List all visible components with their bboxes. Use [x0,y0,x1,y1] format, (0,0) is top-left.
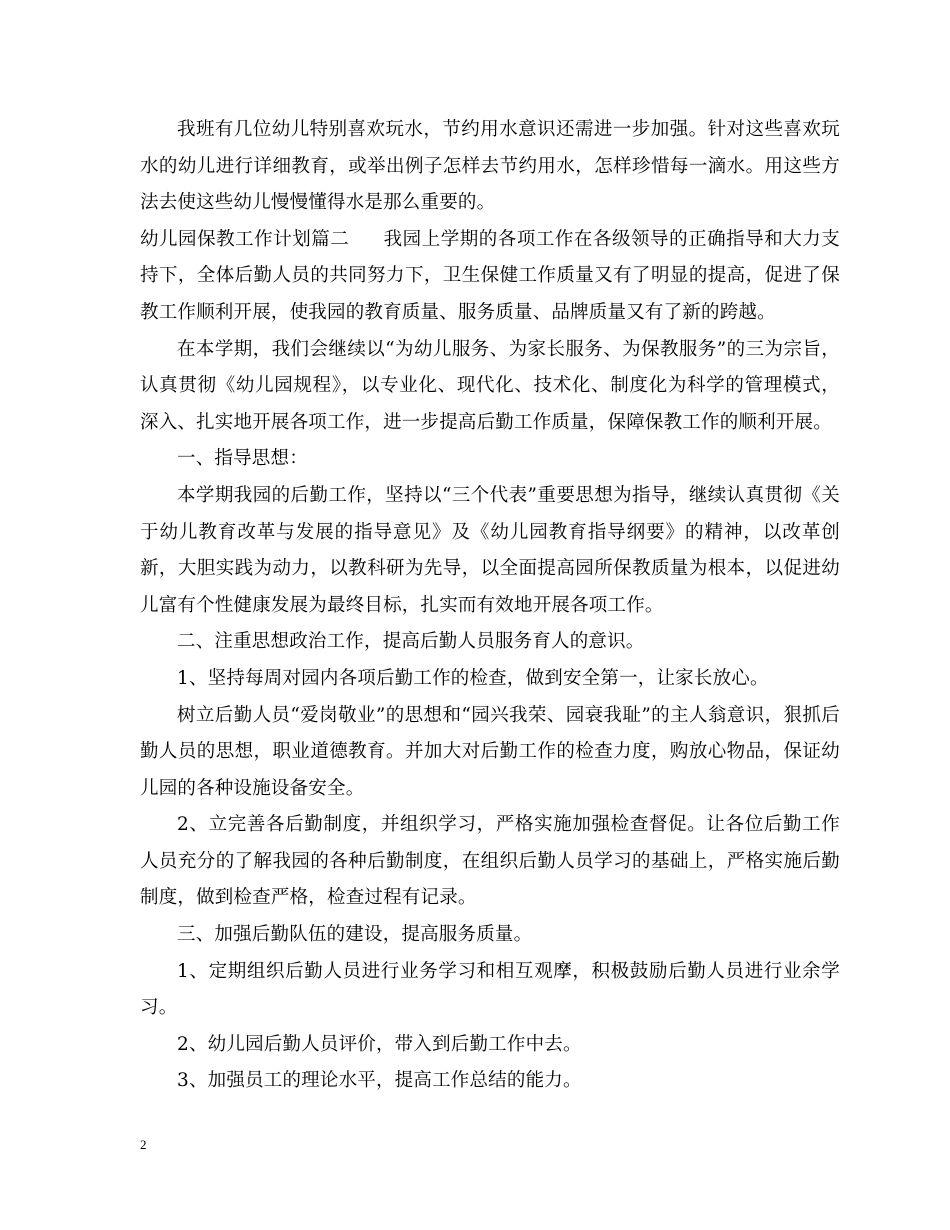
item-business-study: 1、定期组织后勤人员进行业务学习和相互观摩，积极鼓励后勤人员进行业余学习。 [140,960,840,1019]
paragraph-plan-two [140,222,840,332]
paragraph-staff-attitude: 树立后勤人员“爱岗敬业”的思想和“园兴我荣、园衰我耻”的主人翁意识，狠抓后勤人员的思想，职业道德教育。并加大对后勤工作的检查力度，购放心物品，保证幼儿园的各种设施设备安全。 [140,704,840,799]
item-theory-level: 3、加强员工的理论水平，提高工作总结的能力。 [177,1070,582,1092]
item-logistics-system: 2、立完善各后勤制度，并组织学习，严格实施加强检查督促。让各位后勤工作人员充分的了解我园的各种后勤制度，在组织后勤人员学习的基础上，严格实施后勤制度，做到检查严格，检查过程有记录。 [140,814,840,909]
heading-guiding-thought: 一、指导思想： [177,448,308,470]
paragraph-plan-two-text: 我园上学期的各项工作在各级领导的正确指导和大力支持下，全体后勤人员的共同努力下，卫生保健工作质量又有了明显的提高，促进了保教工作顺利开展，使我园的教育质量、服务质量、品牌质量又有了新的跨越。 [140,228,840,323]
paragraph-semester-goals: 在本学期，我们会继续以“为幼儿服务、为家长服务、为保教服务”的三为宗旨，认真贯彻《幼儿园规程》，以专业化、现代化、技术化、制度化为科学的管理模式，深入、扎实地开展各项工作，进一步提高后勤工作质量，保障保教工作的顺利开展。 [140,338,840,433]
paragraph-guiding-thought: 本学期我园的后勤工作，坚持以“三个代表”重要思想为指导，继续认真贯彻《关于幼儿教育改革与发展的指导意见》及《幼儿园教育指导纲要》的精神，以改革创新，大胆实践为动力，以教科研为先导，以全面提高园所保教质量为根本，以促进幼儿富有个性健康发展为最终目标，扎实而有效地开展各项工作。 [140,484,840,616]
document-body [140,112,840,1100]
page-number: 2 [140,1137,147,1152]
item-staff-evaluation: 2、幼儿园后勤人员评价，带入到后勤工作中去。 [177,1033,582,1055]
heading-political-work: 二、注重思想政治工作，提高后勤人员服务育人的意识。 [177,631,645,653]
section-heading-plan-two: 幼儿园保教工作计划篇二 [140,228,350,250]
paragraph-water-saving: 我班有几位幼儿特别喜欢玩水，节约用水意识还需进一步加强。针对这些喜欢玩水的幼儿进行详细教育，或举出例子怎样去节约用水，怎样珍惜每一滴水。用这些方法去使这些幼儿慢慢懂得水是那么重要的。 [140,119,840,214]
heading-team-building: 三、加强后勤队伍的建设，提高服务质量。 [177,924,533,946]
item-weekly-inspection: 1、坚持每周对园内各项后勤工作的检查，做到安全第一，让家长放心。 [177,667,769,689]
